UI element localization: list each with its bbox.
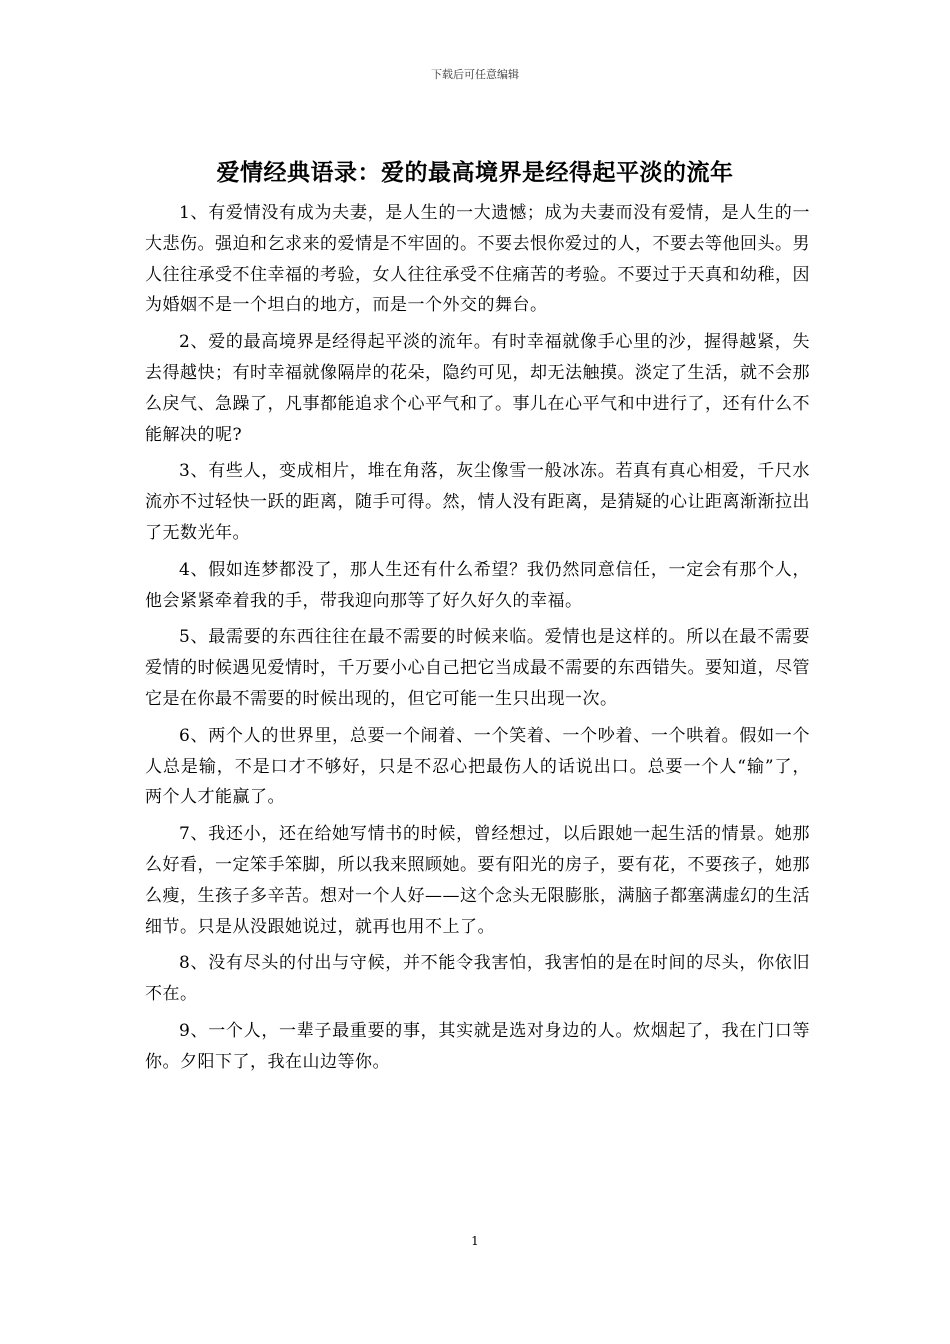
document-title: 爱情经典语录：爱的最高境界是经得起平淡的流年 bbox=[216, 160, 734, 186]
header-note: 下载后可任意编辑 bbox=[431, 68, 519, 81]
paragraph-7: 7、我还小，还在给她写情书的时候，曾经想过，以后跟她一起生活的情景。她那么好看，一定笨手笨脚，所以我来照顾她。要有阳光的房子，要有花，不要孩子，她那么瘦，生孩子多辛苦。想对一个人好——这个念头无限膨胀，满脑子都塞满虚幻的生活细节。只是从没跟她说过，就再也用不上了。 bbox=[145, 824, 810, 937]
paragraph-3: 3、有些人，变成相片，堆在角落，灰尘像雪一般冰冻。若真有真心相爱，千尺水流亦不过轻快一跃的距离，随手可得。然，情人没有距离，是猜疑的心让距离渐渐拉出了无数光年。 bbox=[145, 461, 810, 543]
paragraph-1: 1、有爱情没有成为夫妻，是人生的一大遗憾；成为夫妻而没有爱情，是人生的一大悲伤。强迫和乞求来的爱情是不牢固的。不要去恨你爱过的人，不要去等他回头。男人往往承受不住幸福的考验，女人往往承受不住痛苦的考验。不要过于天真和幼稚，因为婚姻不是一个坦白的地方，而是一个外交的舞台。 bbox=[145, 203, 810, 316]
document-body bbox=[145, 198, 810, 1084]
paragraph-2: 2、爱的最高境界是经得起平淡的流年。有时幸福就像手心里的沙，握得越紧，失去得越快；有时幸福就像隔岸的花朵，隐约可见，却无法触摸。淡定了生活，就不会那么戾气、急躁了，凡事都能追求个心平气和了。事儿在心平气和中进行了，还有什么不能解决的呢? bbox=[145, 332, 810, 445]
paragraph-6: 6、两个人的世界里，总要一个闹着、一个笑着、一个吵着、一个哄着。假如一个人总是输，不是口才不够好，只是不忍心把最伤人的话说出口。总要一个人“输”了，两个人才能赢了。 bbox=[145, 725, 810, 808]
paragraph-4: 4、假如连梦都没了，那人生还有什么希望？我仍然同意信任，一定会有那个人，他会紧紧牵着我的手，带我迎向那等了好久好久的幸福。 bbox=[145, 559, 810, 611]
paragraph-9: 9、一个人，一辈子最重要的事，其实就是选对身边的人。炊烟起了，我在门口等你。夕阳下了，我在山边等你。 bbox=[145, 1020, 810, 1072]
paragraph-5: 5、最需要的东西往往在最不需要的时候来临。爱情也是这样的。所以在最不需要爱情的时候遇见爱情时，千万要小心自己把它当成最不需要的东西错失。要知道，尽管它是在你最不需要的时候出现的，但它可能一生只出现一次。 bbox=[145, 627, 810, 709]
paragraph-8: 8、没有尽头的付出与守候，并不能令我害怕，我害怕的是在时间的尽头，你依旧不在。 bbox=[145, 953, 810, 1005]
page-number: 1 bbox=[471, 1234, 479, 1248]
